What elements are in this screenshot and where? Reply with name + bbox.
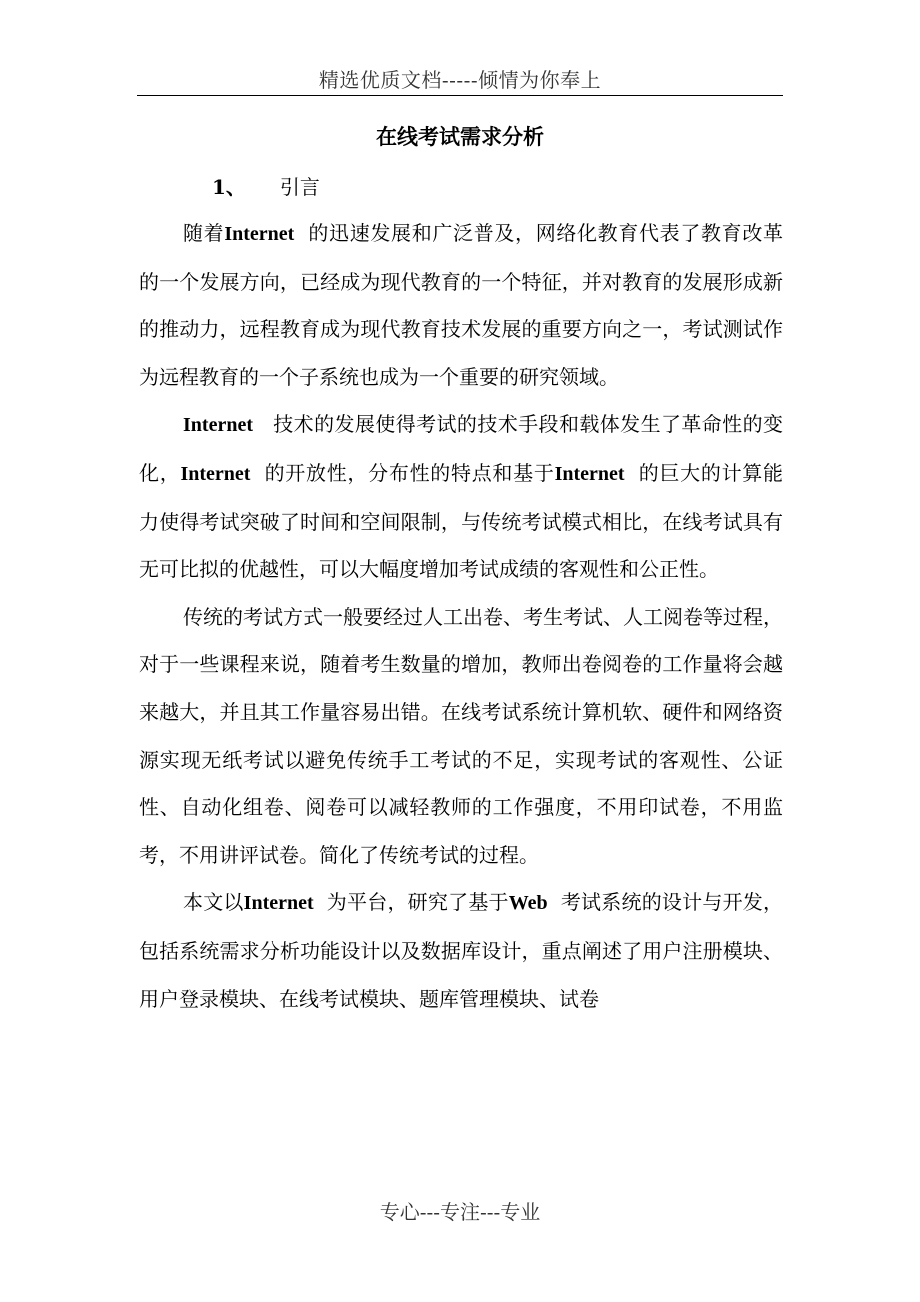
paragraph — [139, 210, 783, 401]
paragraph — [139, 401, 783, 593]
page-footer: 专心---专注---专业 — [379, 1200, 541, 1224]
bold-term: Web — [508, 892, 548, 915]
paragraph-text: 技术的发展使得考试的技术手段和载体发生了革命性的变化， — [139, 412, 783, 485]
paragraph-text: 本文以 — [183, 890, 244, 915]
bold-term: Internet — [243, 892, 314, 915]
paragraph-text: 传统的考试方式一般要经过人工出卷、考生考试、人工阅卷等过程，对于一些课程来说，随着考生数量的增加，教师出卷阅卷的工作量将会越来越大，并且其工作量容易出错。在线考试系统计算机软、硬件和网络资源实现无纸考试以避免传统手工考试的不足，实现考试的客观性、公证性、自动化组卷、阅卷可以减轻教师的工作强度，不用印试卷，不用监考，不用讲评试卷。简化了传统考试的过程。 — [139, 604, 783, 867]
paragraph-text: 随着 — [183, 221, 225, 245]
header-divider — [137, 95, 783, 96]
paragraph-text: 考试系统的设计与开发，包括系统需求分析功能设计以及数据库设计，重点阐述了用户注册模块、用户登录模块、在线考试模块、题库管理模块、试卷 — [139, 890, 784, 1011]
document-title: 在线考试需求分析 — [376, 124, 544, 149]
section-title: 引言 — [279, 175, 320, 199]
paragraph — [139, 879, 783, 1023]
paragraph-text: 的巨大的计算能力使得考试突破了时间和空间限制，与传统考试模式相比，在线考试具有无可比拟的优越性，可以大幅度增加考试成绩的客观性和公正性。 — [139, 460, 784, 582]
bold-term: Internet — [180, 462, 251, 485]
body-text — [139, 210, 783, 1023]
section-number: 1、 — [212, 175, 246, 199]
section-heading — [212, 171, 320, 200]
paragraph-text: 的迅速发展和广泛普及，网络化教育代表了教育改革的一个发展方向，已经成为现代教育的一个特征，并对教育的发展形成新的推动力，远程教育成为现代教育技术发展的重要方向之一，考试测试作为远程教育的一个子系统也成为一个重要的研究领域。 — [139, 221, 784, 389]
paragraph — [139, 594, 783, 880]
bold-term: Internet — [224, 223, 295, 245]
bold-term: Internet — [183, 414, 253, 437]
paragraph-text: 的开放性，分布性的特点和基于 — [250, 460, 555, 485]
page-header: 精选优质文档-----倾情为你奉上 — [318, 68, 602, 92]
paragraph-text: 为平台，研究了基于 — [313, 890, 509, 915]
bold-term: Internet — [554, 462, 625, 485]
